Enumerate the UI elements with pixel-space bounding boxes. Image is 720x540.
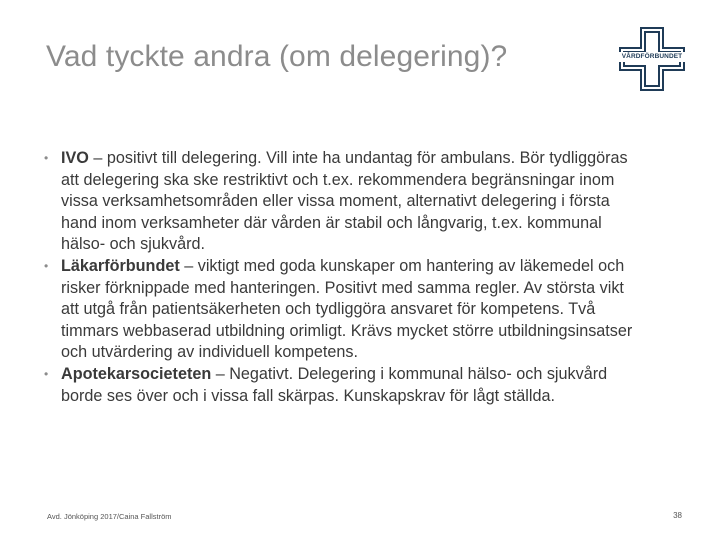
- bullet-item-lakarforbundet: [44, 256, 644, 364]
- bullet-item-ivo: [44, 148, 644, 256]
- bullet-item-apotekarsocieteten: [44, 364, 644, 407]
- bullet-term: IVO: [61, 149, 89, 167]
- bullet-term: Läkarförbundet: [61, 256, 180, 275]
- bullet-icon: •: [44, 151, 49, 165]
- bullet-text: – viktigt med goda kunskaper om hantering av läkemedel och risker förknippade med hanteringen. Positivt med samma regler. Av största vikt att utgå från patientsäkerheten och tydliggöra ansvaret för kompetens. Två timmars webbaserad utbildning orimligt. Krävs mycket större utbildningsinsatser och utvärdering av individuell kompetens.: [61, 256, 633, 362]
- logo-text: VÅRDFÖRBUNDET: [621, 53, 683, 60]
- bullet-icon: •: [44, 366, 49, 381]
- bullet-icon: •: [44, 258, 49, 273]
- bullet-list: [44, 148, 644, 407]
- slide-title: Vad tyckte andra (om delegering)?: [46, 40, 508, 73]
- footer-text: Avd. Jönköping 2017/Caina Fallström: [47, 512, 172, 521]
- bullet-text: – Negativt. Delegering i kommunal hälso- och sjukvård borde ses över och i vissa fall skärpas. Kunskapskrav för lågt ställda.: [61, 364, 608, 405]
- vardforbundet-logo: [618, 26, 686, 92]
- page-number: 38: [673, 511, 682, 520]
- bullet-term: Apotekarsocieteten: [61, 364, 212, 383]
- bullet-text: – positivt till delegering. Vill inte ha undantag för ambulans. Bör tydliggöras att delegering ska ske restriktivt och t.ex. rekommendera begränsningar inom vissa verksamhetsområden eller vissa moment, alternativt delegering i första hand inom verksamheter där vården är stabil och långvarig, t.ex. kommunal hälso- och sjukvård.: [61, 149, 628, 254]
